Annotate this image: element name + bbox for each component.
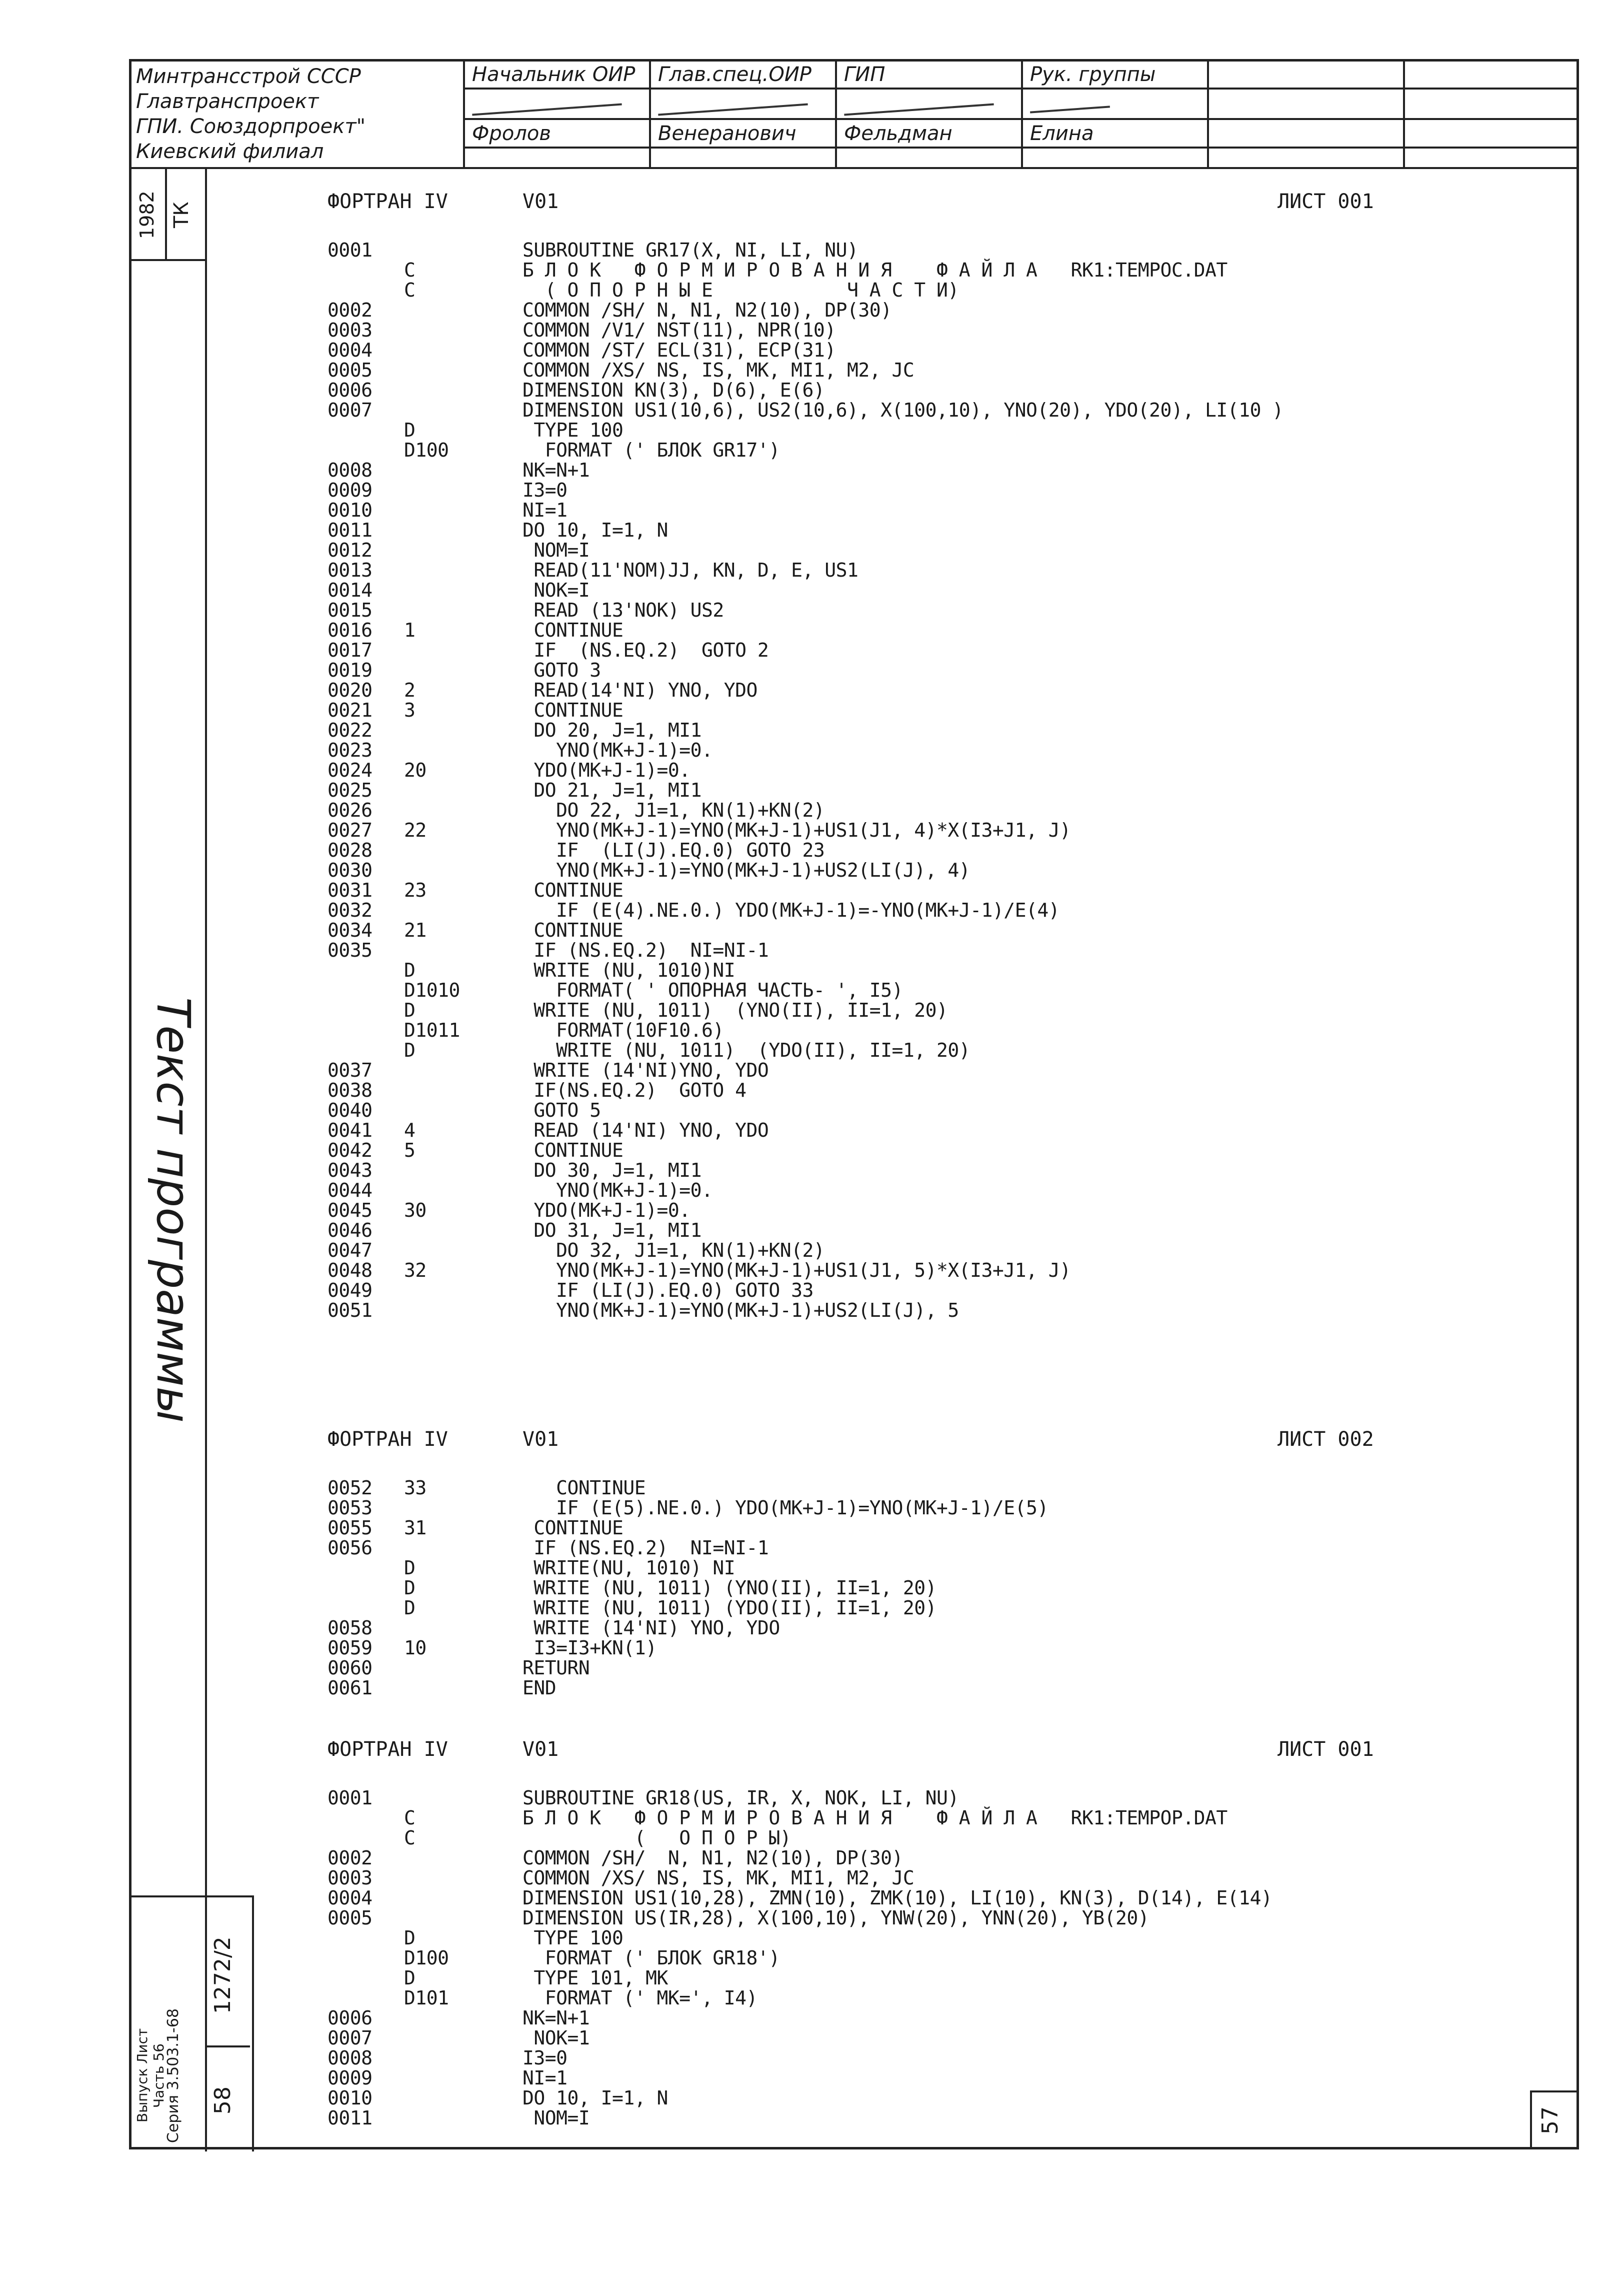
code-text: END bbox=[522, 1677, 556, 1699]
line-number: 0003 bbox=[328, 1867, 372, 1889]
statement-label: D1010 bbox=[404, 979, 460, 1001]
code-text: NI=1 bbox=[522, 499, 568, 521]
code-text: IF (E(5).NE.0.) YDO(MK+J-1)=YNO(MK+J-1)/E(5) bbox=[522, 1497, 1048, 1519]
line-number: 0010 bbox=[328, 2087, 372, 2109]
statement-label: 21 bbox=[404, 919, 426, 941]
line-number: 0014 bbox=[328, 579, 372, 601]
code-text: TYPE 101, MK bbox=[522, 1967, 668, 1989]
code-text: ( О П О Р Ы) bbox=[522, 1827, 792, 1849]
statement-label: D100 bbox=[404, 439, 449, 461]
statement-label: D bbox=[404, 1039, 416, 1061]
line-number: 0051 bbox=[328, 1299, 372, 1321]
code-text: SUBROUTINE GR17(X, NI, LI, NU) bbox=[522, 239, 858, 261]
year: 1982 bbox=[136, 191, 158, 240]
code-text: YNO(MK+J-1)=YNO(MK+J-1)+US1(J1, 5)*X(I3+J1, J) bbox=[522, 1259, 1071, 1281]
code-text: YDO(MK+J-1)=0. bbox=[522, 1199, 690, 1221]
code-text: WRITE (14'NI) YNO, YDO bbox=[522, 1617, 780, 1639]
statement-label: 33 bbox=[404, 1477, 426, 1499]
signature bbox=[1022, 89, 1208, 119]
code-text: FORMAT (' MK=', I4) bbox=[522, 1987, 758, 2009]
line-number: 0012 bbox=[328, 539, 372, 561]
statement-label: 22 bbox=[404, 819, 426, 841]
statement-label: C bbox=[404, 1827, 416, 1849]
code-text: YNO(MK+J-1)=0. bbox=[522, 1179, 713, 1201]
line-number: 0002 bbox=[328, 1847, 372, 1869]
statement-label: D bbox=[404, 959, 416, 981]
line-number: 0006 bbox=[328, 2007, 372, 2029]
line-number: 0047 bbox=[328, 1239, 372, 1261]
code-text: IF(NS.EQ.2) GOTO 4 bbox=[522, 1079, 746, 1101]
listing-header-lang: ФОРТРАН IV bbox=[328, 1738, 448, 1761]
statement-label: 30 bbox=[404, 1199, 426, 1221]
line-number: 0037 bbox=[328, 1059, 372, 1081]
code-text: WRITE (NU, 1011) (YDO(II), II=1, 20) bbox=[522, 1039, 970, 1061]
organization: Минтрансстрой СССР Главтранспроект ГПИ. Союздорпроект" Киевский филиал bbox=[129, 60, 464, 168]
listing-header-lang: ФОРТРАН IV bbox=[328, 1428, 448, 1451]
line-number: 0055 bbox=[328, 1517, 372, 1539]
code-text: READ(11'NOM)JJ, KN, D, E, US1 bbox=[522, 559, 858, 581]
line-number: 0015 bbox=[328, 599, 372, 621]
statement-label: D101 bbox=[404, 1987, 449, 2009]
line-number: 0049 bbox=[328, 1279, 372, 1301]
code-text: IF (LI(J).EQ.0) GOTO 23 bbox=[522, 839, 825, 861]
statement-label: 3 bbox=[404, 699, 416, 721]
code-text: IF (NS.EQ.2) NI=NI-1 bbox=[522, 1537, 769, 1559]
code-text: WRITE (14'NI)YNO, YDO bbox=[522, 1059, 769, 1081]
code-text: GOTO 5 bbox=[522, 1099, 601, 1121]
statement-label: 32 bbox=[404, 1259, 426, 1281]
code-text: FORMAT(10F10.6) bbox=[522, 1019, 724, 1041]
statement-label: D1011 bbox=[404, 1019, 460, 1041]
line-number: 0041 bbox=[328, 1119, 372, 1141]
code-text: DIMENSION US1(10,6), US2(10,6), X(100,10), YNO(20), YDO(20), LI(10 ) bbox=[522, 399, 1284, 421]
line-number: 0058 bbox=[328, 1617, 372, 1639]
code-text: I3=0 bbox=[522, 479, 568, 501]
line-number: 0024 bbox=[328, 759, 372, 781]
code-text: DO 10, I=1, N bbox=[522, 519, 668, 541]
code-text: NI=1 bbox=[522, 2067, 568, 2089]
line-number: 0010 bbox=[328, 499, 372, 521]
line-number: 0056 bbox=[328, 1537, 372, 1559]
statement-label: D bbox=[404, 1967, 416, 1989]
code-text: WRITE (NU, 1011) (YNO(II), II=1, 20) bbox=[522, 1577, 936, 1599]
code-text: COMMON /V1/ NST(11), NPR(10) bbox=[522, 319, 836, 341]
line-number: 0043 bbox=[328, 1159, 372, 1181]
line-number: 0046 bbox=[328, 1219, 372, 1241]
code-text: CONTINUE bbox=[522, 1139, 624, 1161]
code-text: DO 32, J1=1, KN(1)+KN(2) bbox=[522, 1239, 825, 1261]
section-code: ТК bbox=[170, 202, 193, 229]
code-text: READ (13'NOK) US2 bbox=[522, 599, 724, 621]
drawing-number: 1272/2 bbox=[210, 1936, 236, 2014]
code-text: FORMAT (' БЛОК GR18') bbox=[522, 1947, 780, 1969]
statement-label: D bbox=[404, 1927, 416, 1949]
code-text: COMMON /SH/ N, N1, N2(10), DP(30) bbox=[522, 1847, 903, 1869]
role-4: Рук. группы bbox=[1022, 60, 1208, 89]
code-text: DO 21, J=1, MI1 bbox=[522, 779, 702, 801]
line-number: 0004 bbox=[328, 1887, 372, 1909]
line-number: 0003 bbox=[328, 319, 372, 341]
code-text: GOTO 3 bbox=[522, 659, 601, 681]
line-number: 0001 bbox=[328, 1787, 372, 1809]
code-text: NOK=1 bbox=[522, 2027, 590, 2049]
listing-header-lang: ФОРТРАН IV bbox=[328, 190, 448, 213]
line-number: 0026 bbox=[328, 799, 372, 821]
line-number: 0021 bbox=[328, 699, 372, 721]
code-text: Б Л О К Ф О Р М И Р О В А Н И Я Ф А Й Л А RK1:TEMPOC.DAT bbox=[522, 259, 1228, 281]
code-text: SUBROUTINE GR18(US, IR, X, NOK, LI, NU) bbox=[522, 1787, 959, 1809]
code-text: NOM=I bbox=[522, 2107, 590, 2129]
listing-header-sheet: ЛИСТ 001 bbox=[1278, 1738, 1374, 1761]
line-number: 0025 bbox=[328, 779, 372, 801]
role-2: Глав.спец.ОИР bbox=[650, 60, 836, 89]
signature bbox=[464, 89, 650, 119]
code-text: YNO(MK+J-1)=YNO(MK+J-1)+US2(LI(J), 5 bbox=[522, 1299, 959, 1321]
line-number: 0044 bbox=[328, 1179, 372, 1201]
line-number: 0013 bbox=[328, 559, 372, 581]
line-number: 0007 bbox=[328, 399, 372, 421]
code-text: IF (LI(J).EQ.0) GOTO 33 bbox=[522, 1279, 814, 1301]
code-text: WRITE(NU, 1010) NI bbox=[522, 1557, 736, 1579]
code-text: DO 31, J=1, MI1 bbox=[522, 1219, 702, 1241]
line-number: 0017 bbox=[328, 639, 372, 661]
code-text: CONTINUE bbox=[522, 1477, 646, 1499]
issue-label: Выпуск Лист Часть 56 bbox=[134, 2028, 167, 2123]
code-text: NK=N+1 bbox=[522, 459, 590, 481]
code-text: DIMENSION KN(3), D(6), E(6) bbox=[522, 379, 825, 401]
signature bbox=[650, 89, 836, 119]
code-text: I3=I3+KN(1) bbox=[522, 1637, 657, 1659]
statement-label: C bbox=[404, 259, 416, 281]
page-number: 57 bbox=[1538, 2106, 1563, 2134]
line-number: 0060 bbox=[328, 1657, 372, 1679]
line-number: 0042 bbox=[328, 1139, 372, 1161]
line-number: 0052 bbox=[328, 1477, 372, 1499]
code-text: I3=0 bbox=[522, 2047, 568, 2069]
code-text: CONTINUE bbox=[522, 919, 624, 941]
line-number: 0059 bbox=[328, 1637, 372, 1659]
line-number: 0019 bbox=[328, 659, 372, 681]
line-number: 0007 bbox=[328, 2027, 372, 2049]
code-text: ( О П О Р Н Ы Е Ч А С Т И) bbox=[522, 279, 959, 301]
statement-label: D bbox=[404, 1597, 416, 1619]
line-number: 0032 bbox=[328, 899, 372, 921]
role-3: ГИП bbox=[836, 60, 1022, 89]
code-text: WRITE (NU, 1011) (YNO(II), II=1, 20) bbox=[522, 999, 948, 1021]
line-number: 0011 bbox=[328, 519, 372, 541]
code-text: IF (E(4).NE.0.) YDO(MK+J-1)=-YNO(MK+J-1)/E(4) bbox=[522, 899, 1060, 921]
line-number: 0031 bbox=[328, 879, 372, 901]
line-number: 0030 bbox=[328, 859, 372, 881]
code-text: Б Л О К Ф О Р М И Р О В А Н И Я Ф А Й Л А RK1:TEMPOP.DAT bbox=[522, 1807, 1228, 1829]
code-text: YDO(MK+J-1)=0. bbox=[522, 759, 690, 781]
code-text: DO 30, J=1, MI1 bbox=[522, 1159, 702, 1181]
code-text: COMMON /ST/ ECL(31), ECP(31) bbox=[522, 339, 836, 361]
code-text: CONTINUE bbox=[522, 879, 624, 901]
name-1: Фролов bbox=[464, 119, 650, 148]
statement-label: D100 bbox=[404, 1947, 449, 1969]
line-number: 0001 bbox=[328, 239, 372, 261]
line-number: 0005 bbox=[328, 1907, 372, 1929]
line-number: 0022 bbox=[328, 719, 372, 741]
code-text: DIMENSION US1(10,28), ZMN(10), ZMK(10), LI(10), KN(3), D(14), E(14) bbox=[522, 1887, 1272, 1909]
line-number: 0053 bbox=[328, 1497, 372, 1519]
code-text: CONTINUE bbox=[522, 699, 624, 721]
name-3: Фельдман bbox=[836, 119, 1022, 148]
code-text: CONTINUE bbox=[522, 1517, 624, 1539]
line-number: 0061 bbox=[328, 1677, 372, 1699]
line-number: 0009 bbox=[328, 479, 372, 501]
name-2: Венеранович bbox=[650, 119, 836, 148]
code-text: YNO(MK+J-1)=YNO(MK+J-1)+US1(J1, 4)*X(I3+J1, J) bbox=[522, 819, 1071, 841]
statement-label: D bbox=[404, 1557, 416, 1579]
statement-label: 31 bbox=[404, 1517, 426, 1539]
signature bbox=[836, 89, 1022, 119]
code-text: READ(14'NI) YNO, YDO bbox=[522, 679, 758, 701]
statement-label: 2 bbox=[404, 679, 416, 701]
line-number: 0035 bbox=[328, 939, 372, 961]
statement-label: 20 bbox=[404, 759, 426, 781]
code-text: IF (NS.EQ.2) GOTO 2 bbox=[522, 639, 769, 661]
line-number: 0028 bbox=[328, 839, 372, 861]
listing-header-sheet: ЛИСТ 001 bbox=[1278, 190, 1374, 213]
code-text: YNO(MK+J-1)=0. bbox=[522, 739, 713, 761]
code-text: FORMAT (' БЛОК GR17') bbox=[522, 439, 780, 461]
statement-label: 23 bbox=[404, 879, 426, 901]
line-number: 0002 bbox=[328, 299, 372, 321]
code-text: FORMAT( ' ОПОРНАЯ ЧАСТЬ- ', I5) bbox=[522, 979, 903, 1001]
line-number: 0004 bbox=[328, 339, 372, 361]
name-4: Елина bbox=[1022, 119, 1208, 148]
statement-label: 10 bbox=[404, 1637, 426, 1659]
code-text: COMMON /SH/ N, N1, N2(10), DP(30) bbox=[522, 299, 892, 321]
statement-label: D bbox=[404, 419, 416, 441]
code-text: COMMON /XS/ NS, IS, MK, MI1, M2, JC bbox=[522, 1867, 914, 1889]
statement-label: 5 bbox=[404, 1139, 416, 1161]
line-number: 0048 bbox=[328, 1259, 372, 1281]
statement-label: 4 bbox=[404, 1119, 416, 1141]
line-number: 0016 bbox=[328, 619, 372, 641]
line-number: 0034 bbox=[328, 919, 372, 941]
line-number: 0008 bbox=[328, 459, 372, 481]
line-number: 0027 bbox=[328, 819, 372, 841]
statement-label: C bbox=[404, 279, 416, 301]
code-text: RETURN bbox=[522, 1657, 590, 1679]
listing-header-version: V01 bbox=[522, 1428, 559, 1451]
sheet-number-left: 58 bbox=[210, 2086, 236, 2114]
code-text: READ (14'NI) YNO, YDO bbox=[522, 1119, 769, 1141]
code-text: DO 22, J1=1, KN(1)+KN(2) bbox=[522, 799, 825, 821]
code-text: COMMON /XS/ NS, IS, MK, MI1, M2, JC bbox=[522, 359, 914, 381]
code-text: IF (NS.EQ.2) NI=NI-1 bbox=[522, 939, 769, 961]
code-text: NK=N+1 bbox=[522, 2007, 590, 2029]
line-number: 0038 bbox=[328, 1079, 372, 1101]
listing-header-version: V01 bbox=[522, 190, 559, 213]
line-number: 0040 bbox=[328, 1099, 372, 1121]
role-1: Начальник ОИР bbox=[464, 60, 650, 89]
code-text: YNO(MK+J-1)=YNO(MK+J-1)+US2(LI(J), 4) bbox=[522, 859, 970, 881]
code-text: DO 20, J=1, MI1 bbox=[522, 719, 702, 741]
line-number: 0045 bbox=[328, 1199, 372, 1221]
series-label: Серия 3.503.1-68 bbox=[164, 2008, 182, 2143]
line-number: 0023 bbox=[328, 739, 372, 761]
code-text: WRITE (NU, 1011) (YDO(II), II=1, 20) bbox=[522, 1597, 936, 1619]
statement-label: D bbox=[404, 1577, 416, 1599]
line-number: 0008 bbox=[328, 2047, 372, 2069]
code-text: TYPE 100 bbox=[522, 419, 624, 441]
code-text: DO 10, I=1, N bbox=[522, 2087, 668, 2109]
code-text: NOM=I bbox=[522, 539, 590, 561]
line-number: 0011 bbox=[328, 2107, 372, 2129]
code-text: TYPE 100 bbox=[522, 1927, 624, 1949]
statement-label: 1 bbox=[404, 619, 416, 641]
code-text: NOK=I bbox=[522, 579, 590, 601]
statement-label: D bbox=[404, 999, 416, 1021]
line-number: 0009 bbox=[328, 2067, 372, 2089]
listing-header-version: V01 bbox=[522, 1738, 559, 1761]
line-number: 0005 bbox=[328, 359, 372, 381]
code-text: DIMENSION US(IR,28), X(100,10), YNW(20), YNN(20), YB(20) bbox=[522, 1907, 1150, 1929]
line-number: 0020 bbox=[328, 679, 372, 701]
statement-label: C bbox=[404, 1807, 416, 1829]
listing-header-sheet: ЛИСТ 002 bbox=[1278, 1428, 1374, 1451]
title-block bbox=[129, 59, 1579, 169]
code-text: WRITE (NU, 1010)NI bbox=[522, 959, 736, 981]
document-title: Текст программы bbox=[146, 997, 200, 1423]
line-number: 0006 bbox=[328, 379, 372, 401]
code-text: CONTINUE bbox=[522, 619, 624, 641]
